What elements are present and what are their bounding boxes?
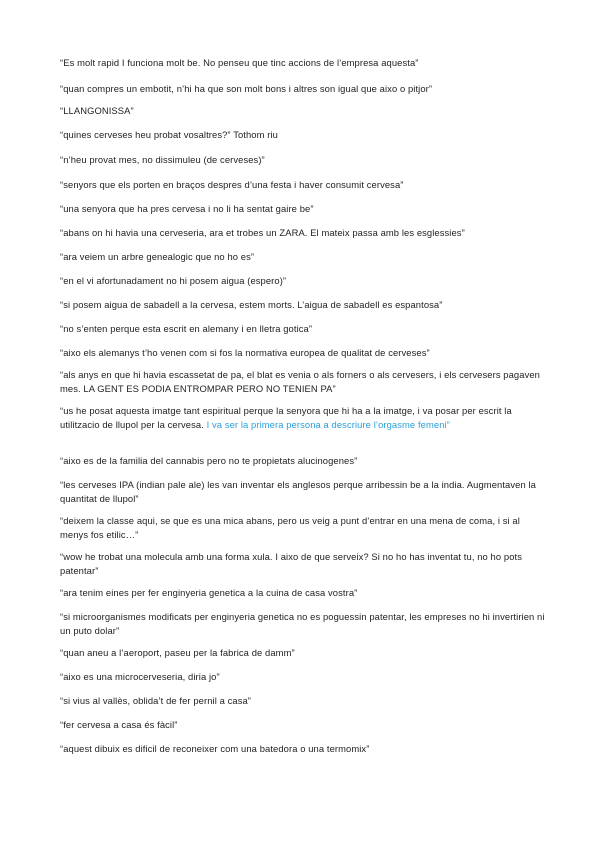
- quote-19: “wow he trobat una molecula amb una forma xula. I aixo de que serveix? Si no ho has inventat tu, no ho pots patentar”: [60, 551, 523, 576]
- quote-7: “una senyora que ha pres cervesa i no li ha sentat gaire be”: [60, 203, 314, 214]
- quote-10: “en el vi afortunadament no hi posem aigua (espero)”: [60, 275, 287, 286]
- quote-4: “quines cerveses heu probat vosaltres?” Tothom riu: [60, 129, 278, 140]
- quote-14: “als anys en que hi havia escassetat de pa, el blat es venia o als forners o als cervesers, i els cervesers pagaven mes. LA GENT ES PODIA ENTROMPAR PERO NO TENIEN PA”: [60, 369, 540, 394]
- quote-16: “aixo es de la familia del cannabis pero no te propietats alucinogenes”: [60, 455, 358, 466]
- quote-2: “quan compres un embotit, n’hi ha que son molt bons i altres son igual que aixo o pitjor”: [60, 83, 433, 94]
- quote-1: “Es molt rapid I funciona molt be. No penseu que tinc accions de l’empresa aquesta”: [60, 57, 419, 68]
- quote-18: “deixem la classe aqui, se que es una mica abans, pero us veig a punt d’entrar en una mena de coma, i si al menys fos etilic…”: [60, 515, 520, 540]
- quote-21: “si microorganismes modificats per enginyeria genetica no es poguessin patentar, les empreses no hi invertirien ni un puto dolar”: [60, 611, 545, 636]
- quote-15: [60, 404, 550, 432]
- quote-22: “quan aneu a l’aeroport, paseu per la fabrica de damm”: [60, 647, 295, 658]
- quote-6: “senyors que els porten en braços despres d’una festa i haver consumit cervesa”: [60, 179, 404, 190]
- quote-12: “no s’enten perque esta escrit en alemany i en lletra gotica”: [60, 323, 313, 334]
- quote-8: “abans on hi havia una cerveseria, ara et trobes un ZARA. El mateix passa amb les esglessies”: [60, 227, 465, 238]
- quote-5: “n’heu provat mes, no dissimuleu (de cerveses)”: [60, 154, 265, 165]
- quote-23: “aixo es una microcerveseria, diria jo”: [60, 671, 220, 682]
- quote-26: “aquest dibuix es dificil de reconeixer com una batedora o una termomix”: [60, 743, 370, 754]
- quote-15-text: “us he posat aquesta imatge tant espiritual perque la senyora que hi ha a la imatge, i va posar per escrit la utilitzacio de llupol per la cervesa.: [60, 405, 512, 430]
- quote-13: “aixo els alemanys t’ho venen com si fos la normativa europea de qualitat de cerveses”: [60, 347, 430, 358]
- quote-25: “fer cervesa a casa és fàcil”: [60, 719, 178, 730]
- quote-9: “ara veiem un arbre genealogic que no ho es”: [60, 251, 255, 262]
- quote-3: “LLANGONISSA”: [60, 105, 134, 116]
- quote-20: “ara tenim eines per fer enginyeria genetica a la cuina de casa vostra”: [60, 587, 358, 598]
- quote-24: “si vius al vallès, oblida’t de fer pernil a casa”: [60, 695, 252, 706]
- quote-17: “les cerveses IPA (indian pale ale) les van inventar els anglesos perque arribessin be a la india. Augmentaven la quantitat de llupol”: [60, 479, 536, 504]
- orgasm-note-link[interactable]: I va ser la primera persona a descriure l’orgasme femeni”: [206, 419, 450, 430]
- quote-11: “si posem aigua de sabadell a la cervesa, estem morts. L’aigua de sabadell es espantosa”: [60, 299, 443, 310]
